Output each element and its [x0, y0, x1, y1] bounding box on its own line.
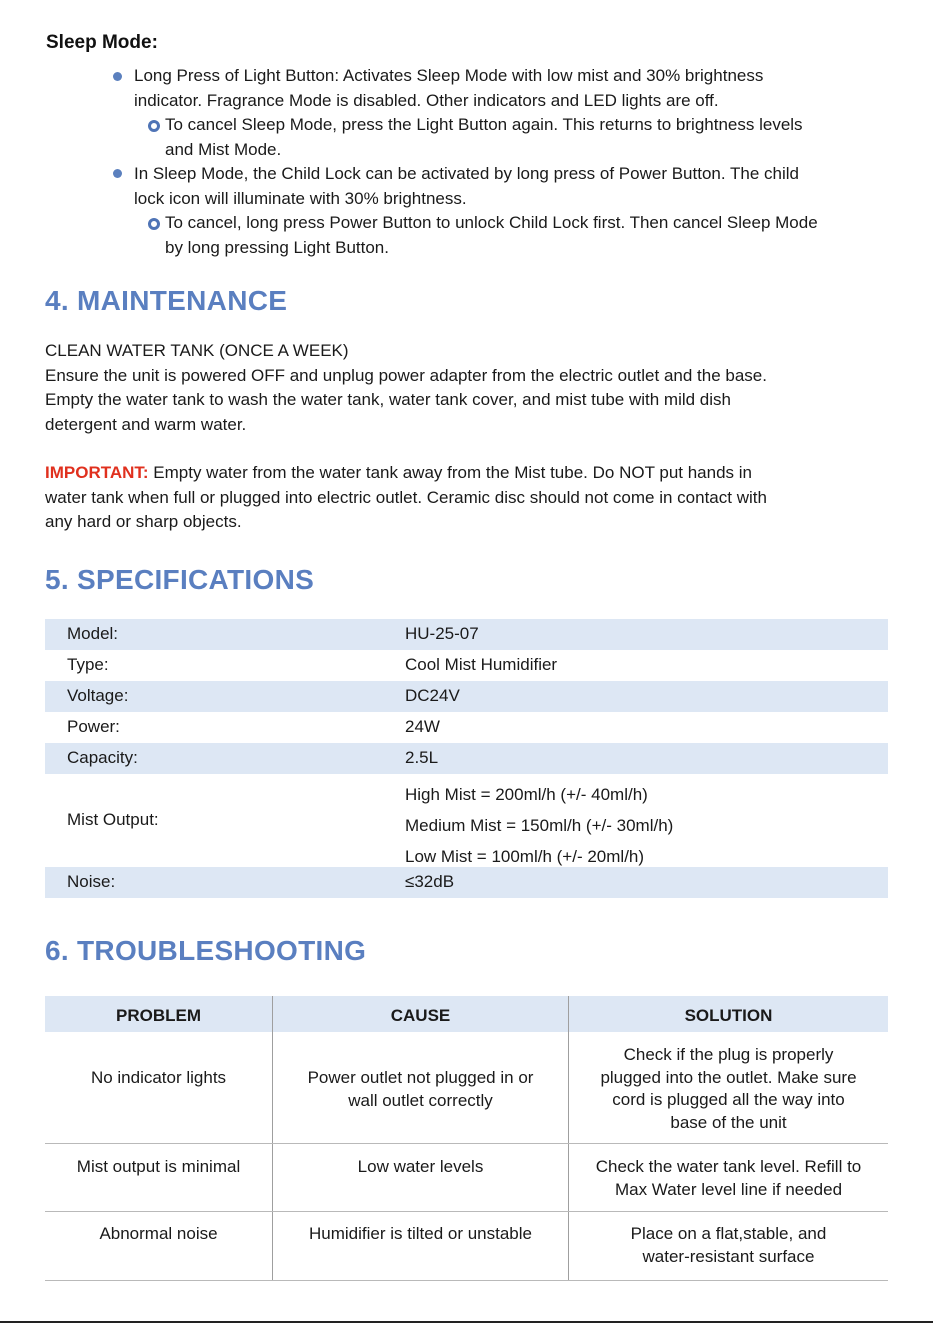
- problem-text: No indicator lights: [90, 1068, 227, 1087]
- spec-key: Power:: [67, 717, 120, 736]
- page-bottom-rule: [0, 1321, 933, 1323]
- spec-row: [45, 867, 888, 898]
- column-divider: [272, 1212, 273, 1280]
- problem-text: Abnormal noise: [99, 1224, 218, 1243]
- cause-cell: [272, 1156, 569, 1179]
- cause-text: Humidifier is tilted or unstable: [309, 1224, 532, 1243]
- specifications-table: [45, 619, 888, 898]
- important-label: IMPORTANT:: [45, 463, 149, 482]
- sub-bullet-ring-icon: [148, 218, 160, 230]
- spec-value: HU-25-07: [405, 624, 479, 643]
- spec-row: [45, 743, 888, 774]
- important-line-3: any hard or sharp objects.: [45, 512, 242, 531]
- problem-cell: [45, 1156, 272, 1179]
- spec-row: [45, 650, 888, 681]
- solution-text: Max Water level line if needed: [614, 1179, 843, 1199]
- spec-value: 2.5L: [405, 748, 439, 767]
- sleep-sub-bullet-2-line-2: by long pressing Light Button.: [165, 237, 389, 257]
- sleep-bullet-1-line-2: indicator. Fragrance Mode is disabled. Other indicators and LED lights are off.: [134, 90, 719, 110]
- troubleshooting-table: [45, 996, 888, 1281]
- solution-text: cord is plugged all the way into: [612, 1090, 845, 1109]
- spec-row: [45, 681, 888, 712]
- spec-key: Mist Output:: [67, 810, 159, 829]
- column-divider: [272, 1144, 273, 1211]
- header-solution: SOLUTION: [684, 1006, 773, 1025]
- solution-text: water-resistant surface: [642, 1246, 815, 1266]
- table-row: [45, 1212, 888, 1281]
- cause-text: Power outlet not plugged in or: [307, 1068, 534, 1087]
- important-paragraph: [45, 461, 895, 535]
- solution-text: base of the unit: [670, 1112, 787, 1132]
- column-divider: [568, 1032, 569, 1143]
- solution-cell: [569, 1156, 888, 1201]
- spec-value: DC24V: [405, 686, 460, 705]
- problem-text: Mist output is minimal: [76, 1157, 241, 1176]
- important-line-1: [45, 461, 895, 486]
- sleep-bullet-1-line-1: Long Press of Light Button: Activates Sleep Mode with low mist and 30% brightness: [134, 66, 764, 85]
- important-line-1-text: Empty water from the water tank away from the Mist tube. Do NOT put hands in: [148, 463, 752, 482]
- maintenance-line-4: detergent and warm water.: [45, 414, 247, 434]
- column-divider: [568, 1212, 569, 1280]
- sleep-mode-title: Sleep Mode:: [46, 32, 158, 53]
- spec-key: Model:: [67, 624, 119, 643]
- cause-cell: [272, 1223, 569, 1246]
- troubleshooting-header-row: [45, 996, 888, 1032]
- sleep-sub-bullet-2: [165, 211, 818, 260]
- column-divider: [272, 996, 273, 1032]
- solution-cell: [569, 1223, 888, 1268]
- sleep-sub-bullet-1-line-1: To cancel Sleep Mode, press the Light Button again. This returns to brightness levels: [165, 115, 803, 134]
- problem-cell: [45, 1223, 272, 1246]
- header-cause: CAUSE: [390, 1006, 451, 1025]
- column-divider: [568, 996, 569, 1032]
- cause-cell: [272, 1067, 569, 1112]
- bullet-dot-icon: [113, 169, 122, 178]
- sleep-bullet-1: [134, 64, 763, 113]
- spec-value: Low Mist = 100ml/h (+/- 20ml/h): [405, 847, 645, 866]
- solution-text: Check if the plug is properly: [623, 1045, 834, 1064]
- specifications-heading: 5. SPECIFICATIONS: [45, 564, 315, 595]
- solution-cell: [569, 1044, 888, 1134]
- important-line-2: water tank when full or plugged into electric outlet. Ceramic disc should not come in contact with: [45, 487, 767, 507]
- troubleshooting-heading: 6. TROUBLESHOOTING: [45, 935, 367, 966]
- column-divider: [568, 1144, 569, 1211]
- spec-row: [45, 712, 888, 743]
- spec-row: [45, 619, 888, 650]
- table-row: [45, 1144, 888, 1212]
- maintenance-line-2: Ensure the unit is powered OFF and unplug power adapter from the electric outlet and the base.: [45, 365, 767, 385]
- bullet-dot-icon: [113, 72, 122, 81]
- sleep-bullet-2: [134, 162, 799, 211]
- spec-value: 24W: [405, 717, 440, 736]
- header-problem: PROBLEM: [116, 1006, 201, 1025]
- sub-bullet-ring-icon: [148, 120, 160, 132]
- spec-value: Cool Mist Humidifier: [405, 655, 558, 674]
- sleep-bullet-2-line-1: In Sleep Mode, the Child Lock can be activated by long press of Power Button. The child: [134, 164, 799, 183]
- spec-row: [45, 774, 888, 867]
- problem-cell: [45, 1067, 272, 1090]
- solution-text: plugged into the outlet. Make sure: [600, 1067, 857, 1087]
- sleep-sub-bullet-1: [165, 113, 803, 162]
- solution-text: Check the water tank level. Refill to: [595, 1157, 862, 1176]
- sleep-bullet-2-line-2: lock icon will illuminate with 30% brightness.: [134, 188, 467, 208]
- spec-value: High Mist = 200ml/h (+/- 40ml/h): [405, 785, 648, 804]
- spec-key: Voltage:: [67, 686, 129, 705]
- maintenance-paragraph: [45, 339, 895, 437]
- spec-value-list: [405, 779, 673, 872]
- sleep-sub-bullet-2-line-1: To cancel, long press Power Button to unlock Child Lock first. Then cancel Sleep Mode: [165, 213, 818, 232]
- table-row: [45, 1032, 888, 1144]
- maintenance-line-1: CLEAN WATER TANK (ONCE A WEEK): [45, 341, 349, 360]
- column-divider: [272, 1032, 273, 1143]
- spec-key: Noise:: [67, 872, 116, 891]
- maintenance-heading: 4. MAINTENANCE: [45, 285, 288, 316]
- cause-text: wall outlet correctly: [348, 1090, 493, 1110]
- spec-key: Type:: [67, 655, 109, 674]
- maintenance-line-3: Empty the water tank to wash the water tank, water tank cover, and mist tube with mild dish: [45, 390, 731, 409]
- sleep-sub-bullet-1-line-2: and Mist Mode.: [165, 139, 282, 159]
- spec-value: ≤32dB: [405, 872, 455, 891]
- spec-value: Medium Mist = 150ml/h (+/- 30ml/h): [405, 816, 674, 835]
- cause-text: Low water levels: [357, 1157, 484, 1176]
- spec-key: Capacity:: [67, 748, 138, 767]
- solution-text: Place on a flat,stable, and: [630, 1224, 827, 1243]
